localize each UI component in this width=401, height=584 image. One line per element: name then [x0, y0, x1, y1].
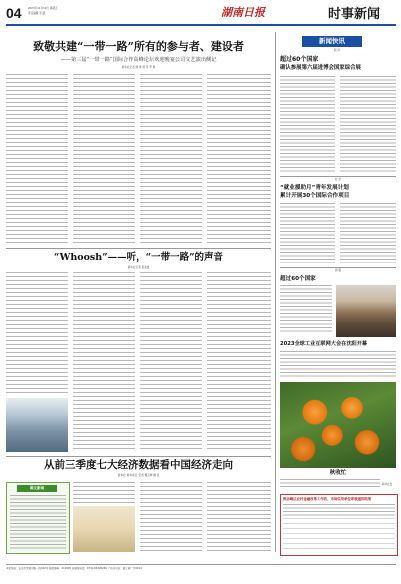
section-title: 时事新闻 [328, 6, 381, 21]
middle-photo [6, 398, 68, 452]
orange-photo-caption-title: 秋收忙 [329, 470, 347, 476]
page-header [6, 4, 396, 30]
middle-text-col-3 [140, 272, 202, 452]
commerce-label: 商 服 [334, 269, 341, 272]
middle-text-col-1 [6, 272, 68, 396]
page-number: 04 [6, 5, 22, 21]
news-box [280, 34, 396, 174]
notice-box [280, 494, 398, 556]
footer-rule [6, 564, 396, 565]
orange-photo-credit: 新华社发 [382, 483, 393, 486]
bottom-article-byline: 新华社“新华视点”记者 魏玉坤 魏 佳 [117, 474, 160, 477]
story1-text-col-1 [280, 76, 335, 172]
side-block-text-col-1 [280, 203, 335, 263]
side-block-label: 社 会 [334, 178, 341, 181]
lead-article-subtitle: ——第三届“一带一路”国际合作高峰论坛欢迎晚宴公司文艺演出侧记 [60, 57, 217, 63]
orange-photo-caption-text [280, 479, 380, 489]
story1-title: 超过60个国家 [280, 56, 319, 63]
commerce-title-line1: 超过60个国家 [280, 276, 316, 282]
news-box-label: 新闻快讯 [302, 36, 362, 47]
bottom-article-title: 从前三季度七大经济数据看中国经济走向 [44, 459, 233, 471]
orange-harvest-photo [280, 382, 396, 468]
middle-article-title: “Whoosh”——听，“一带一路”的声音 [53, 252, 224, 263]
middle-text-col-4 [207, 272, 271, 452]
side-block-title: “就业援助月”青年发展计划 [280, 185, 349, 191]
edition-line: 责任编辑 李 路 [28, 12, 46, 15]
expo-photo [336, 285, 396, 337]
lead-text-col-1 [6, 74, 68, 246]
lead-article-title: 致敬共建“一带一路”所有的参与者、建设者 [33, 40, 244, 53]
commerce-rule [280, 267, 396, 268]
notice-text [283, 504, 395, 516]
lead-text-col-2 [73, 74, 135, 246]
news-box-sub-label: 经 济 [333, 49, 340, 52]
middle-article-byline: 新华社记者 姜亚波 [127, 266, 150, 269]
notice-title: 致赤峰区农村金融改革工作的，市场信用单位审核通知结果 [283, 497, 372, 501]
side-block-text-col-2 [340, 203, 396, 263]
side-block-rule [280, 176, 396, 177]
bottom-text-col-1 [73, 482, 135, 504]
commerce-text-2 [280, 351, 396, 377]
notice-table [283, 518, 395, 552]
story1-subtitle: 确认参展第六届进博会国家综合展 [280, 65, 361, 71]
middle-text-col-2 [73, 272, 135, 452]
bottom-inset-text [10, 495, 66, 550]
story1-text-col-2 [340, 76, 396, 172]
commerce-text [280, 285, 332, 333]
bottom-inset-label: 图文新闻 [17, 485, 57, 492]
bottom-top-rule [6, 456, 271, 457]
side-block-social [280, 176, 396, 266]
side-block-commerce [280, 267, 396, 379]
bottom-text-col-2 [140, 482, 202, 552]
date-line: 2023年11月10日 星期五 [28, 7, 58, 10]
lead-article-byline: 新华社记者 唐 青 郭 军 罗 琦 [121, 66, 156, 69]
masthead-logo: 湖南日报 [221, 6, 265, 19]
middle-top-rule [6, 248, 271, 249]
bottom-inset-box [6, 482, 70, 554]
bottom-photo-book [73, 506, 135, 552]
column-divider [275, 32, 276, 552]
lead-article [6, 32, 271, 247]
commerce-title-line2: 2023全球工业互联网大会在沈阳开幕 [280, 341, 368, 347]
footer-text: 本报地址：长沙市芙蓉中路一段442号 邮政编码：410005 总编室电话：0731-84326240 广告许可证：湘工商广字001号 [6, 567, 143, 570]
bottom-text-col-3 [207, 482, 271, 552]
header-rule [6, 24, 396, 26]
lead-text-col-4 [207, 74, 271, 246]
side-block-subtitle: 累计开展30个国际合作项目 [280, 193, 350, 199]
lead-text-col-3 [140, 74, 202, 246]
